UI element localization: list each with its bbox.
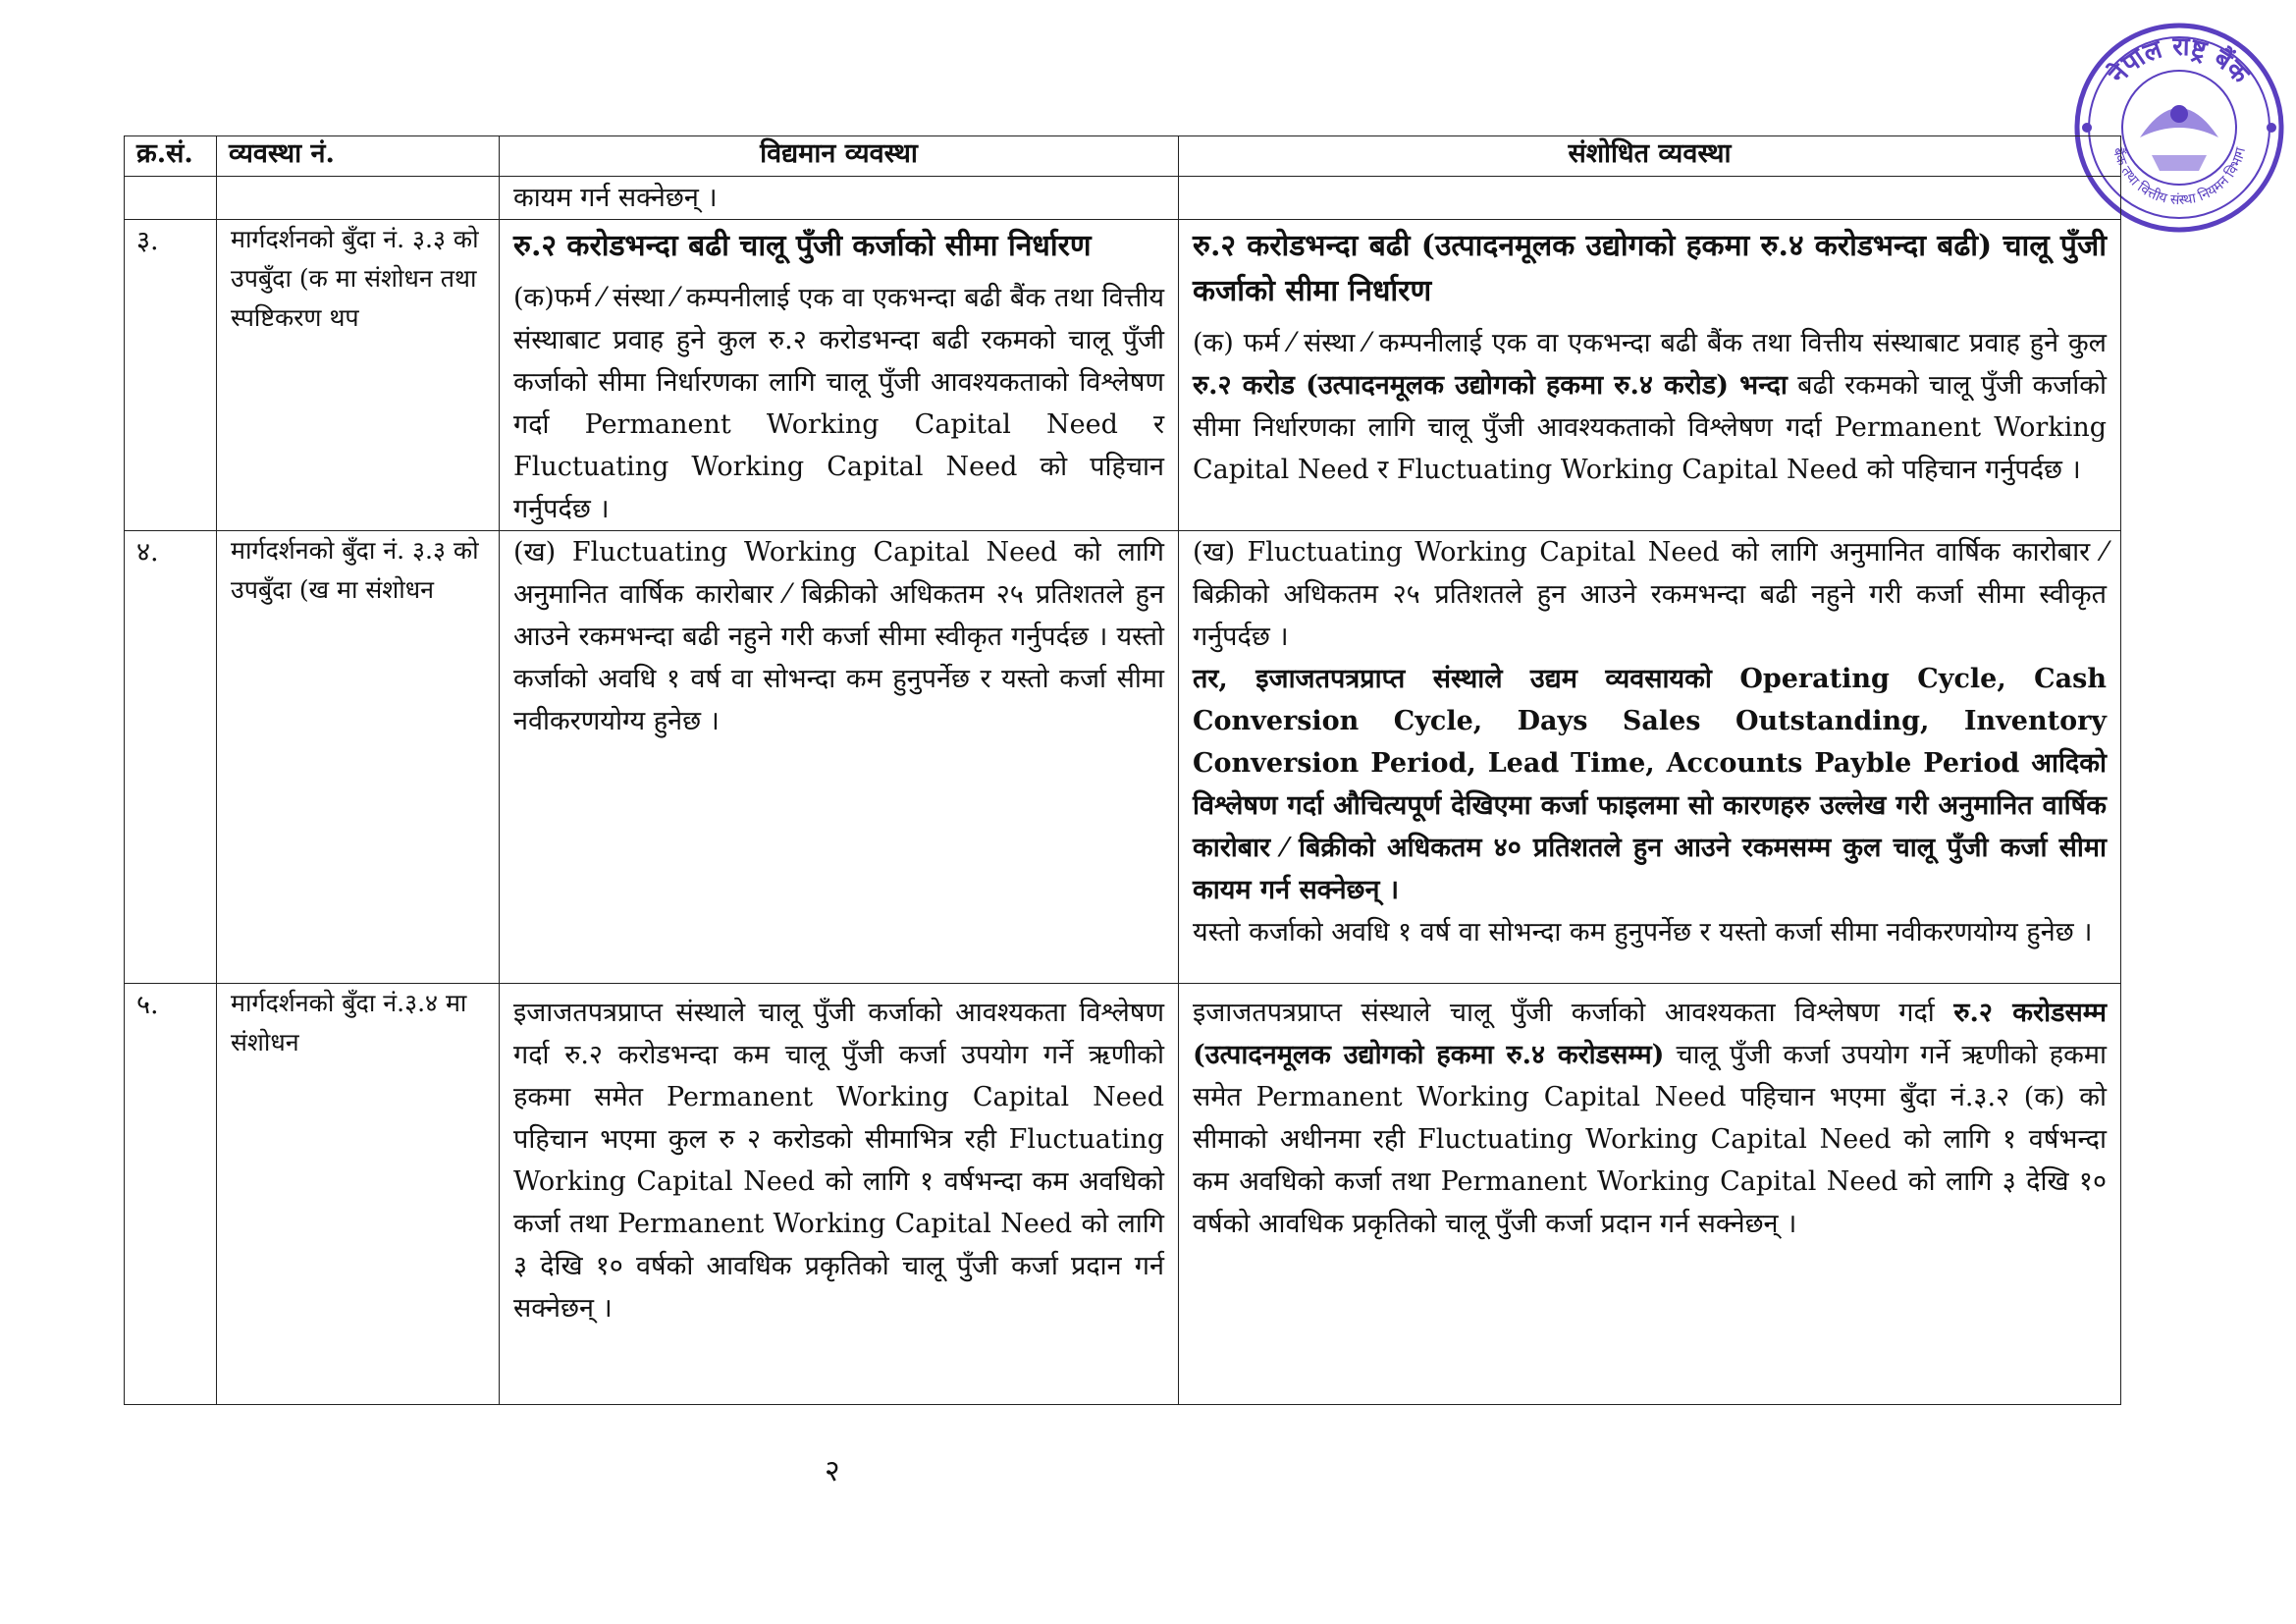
serial-number: ५.: [125, 984, 217, 1405]
seal-top-text: नेपाल राष्ट्र बैंक: [2103, 31, 2255, 89]
provision-cell: मार्गदर्शनको बुँदा नं. ३.३ को उपबुँदा (क मा संशोधन तथा स्पष्टिकरण थप: [217, 220, 500, 531]
existing-text: (ख) Fluctuating Working Capital Need को लागि अनुमानित वार्षिक कारोबार ⁄ बिक्रीको अधिकतम २५ प्रतिशतले हुन आउने रकमभन्दा बढी नहुने गरी कर्जा सीमा स्वीकृत गर्नुपर्दछ । यस्तो कर्जाको अवधि १ वर्ष वा सोभन्दा कम हुनुपर्नेछ र यस्तो कर्जा सीमा नवीकरणयोग्य हुनेछ ।: [513, 537, 1164, 736]
existing-cell: [500, 984, 1179, 1405]
revised-text-tail: यस्तो कर्जाको अवधि १ वर्ष वा सोभन्दा कम हुनुपर्नेछ र यस्तो कर्जा सीमा नवीकरणयोग्य हुनेछ ।: [1193, 917, 2093, 947]
header-provision: व्यवस्था नं.: [217, 136, 500, 177]
revised-cell: [1179, 220, 2121, 531]
serial-number: ३.: [125, 220, 217, 531]
revised-cell: [1179, 984, 2121, 1405]
serial-number: ४.: [125, 531, 217, 984]
table-row-continuation: [125, 177, 2121, 220]
svg-text:बैंक तथा वित्तीय संस्था नियमन: [2109, 145, 2249, 208]
seal-bottom-text: बैंक तथा वित्तीय संस्था नियमन विभाग: [2109, 145, 2250, 209]
revised-text: (क) फर्म ⁄ संस्था ⁄ कम्पनीलाई एक वा एकभन्दा बढी बैंक तथा वित्तीय संस्थाबाट प्रवाह हुने कुल रु.२ करोड (उत्पादनमूलक उद्योगको हकमा रु.४ करोड) भन्दा बढी रकमको चालू पुँजी कर्जाको सीमा निर्धारणका लागि चालू पुँजी आवश्यकताको विश्लेषण गर्दा Permanent Working Capital Need र Fluctuating Working Capital Need को पहिचान गर्नुपर्दछ ।: [1193, 328, 2107, 485]
continuation-text: कायम गर्न सक्नेछन् ।: [500, 177, 1179, 220]
table-row: [125, 984, 2121, 1405]
amendment-table: [124, 135, 2121, 1405]
revised-text: इजाजतपत्रप्राप्त संस्थाले चालू पुँजी कर्जाको आवश्यकता विश्लेषण गर्दा रु.२ करोडसम्म (उत्पादनमूलक उद्योगको हकमा रु.४ करोडसम्म) चालू पुँजी कर्जा उपयोग गर्ने ऋणीको हकमा समेत Permanent Working Capital Need पहिचान भएमा बुँदा नं.३.२ (क) को सीमाको अधीनमा रही Fluctuating Working Capital Need को लागि १ वर्षभन्दा कम अवधिको कर्जा तथा Permanent Working Capital Need को लागि ३ देखि १० वर्षको आवधिक प्रकृतिको चालू पुँजी कर्जा प्रदान गर्न सक्नेछन् ।: [1193, 998, 2107, 1239]
revised-bold-text: रु.२ करोड (उत्पादनमूलक उद्योगको हकमा रु.४ करोड) भन्दा: [1193, 370, 1788, 401]
header-existing: विद्यमान व्यवस्था: [500, 136, 1179, 177]
table-row: [125, 531, 2121, 984]
provision-cell: मार्गदर्शनको बुँदा नं. ३.३ को उपबुँदा (ख मा संशोधन: [217, 531, 500, 984]
revised-bold-text: रु.२ करोडसम्म (उत्पादनमूलक उद्योगको हकमा रु.४ करोडसम्म): [1193, 998, 2107, 1070]
provision-cell: मार्गदर्शनको बुँदा नं.३.४ मा संशोधन: [217, 984, 500, 1405]
revised-heading: रु.२ करोडभन्दा बढी (उत्पादनमूलक उद्योगको हकमा रु.४ करोडभन्दा बढी) चालू पुँजी कर्जाको सीमा निर्धारण: [1193, 229, 2107, 308]
existing-cell: [500, 220, 1179, 531]
revised-text: (ख) Fluctuating Working Capital Need को लागि अनुमानित वार्षिक कारोबार ⁄ बिक्रीको अधिकतम २५ प्रतिशतले हुन आउने रकमभन्दा बढी नहुने गरी कर्जा सीमा स्वीकृत गर्नुपर्दछ ।: [1193, 537, 2107, 652]
header-revised: संशोधित व्यवस्था: [1179, 136, 2121, 177]
existing-text: इजाजतपत्रप्राप्त संस्थाले चालू पुँजी कर्जाको आवश्यकता विश्लेषण गर्दा रु.२ करोडभन्दा कम चालू पुँजी कर्जा उपयोग गर्ने ऋणीको हकमा समेत Permanent Working Capital Need पहिचान भएमा कुल रु २ करोडको सीमाभित्र रही Fluctuating Working Capital Need को लागि १ वर्षभन्दा कम अवधिको कर्जा तथा Permanent Working Capital Need को लागि ३ देखि १० वर्षको आवधिक प्रकृतिको चालू पुँजी कर्जा प्रदान गर्न सक्नेछन् ।: [513, 998, 1164, 1324]
existing-heading: रु.२ करोडभन्दा बढी चालू पुँजी कर्जाको सीमा निर्धारण: [513, 229, 1092, 263]
revised-cell: [1179, 531, 2121, 984]
page-number: २: [825, 1454, 840, 1489]
table-row: [125, 220, 2121, 531]
existing-cell: [500, 531, 1179, 984]
revised-bold-text: तर, इजाजतपत्रप्राप्त संस्थाले उद्यम व्यवसायको Operating Cycle, Cash Conversion Cycle, Days Sales Outstanding, Inventory Conversion Period, Lead Time, Accounts Payble Period आदिको विश्लेषण गर्दा औचित्यपूर्ण देखिएमा कर्जा फाइलमा सो कारणहरु उल्लेख गरी अनुमानित वार्षिक कारोबार ⁄ बिक्रीको अधिकतम ४० प्रतिशतले हुन आउने रकमसम्म कुल चालू पुँजी कर्जा सीमा कायम गर्न सक्नेछन् ।: [1193, 664, 2107, 905]
table-header-row: [125, 136, 2121, 177]
existing-text: (क)फर्म ⁄ संस्था ⁄ कम्पनीलाई एक वा एकभन्दा बढी बैंक तथा वित्तीय संस्थाबाट प्रवाह हुने कुल रु.२ करोडभन्दा बढी रकमको चालू पुँजी कर्जाको सीमा निर्धारणका लागि चालू पुँजी आवश्यकताको विश्लेषण गर्दा Permanent Working Capital Need र Fluctuating Working Capital Need को पहिचान गर्नुपर्दछ ।: [513, 283, 1164, 524]
header-serial: क्र.सं.: [125, 136, 217, 177]
